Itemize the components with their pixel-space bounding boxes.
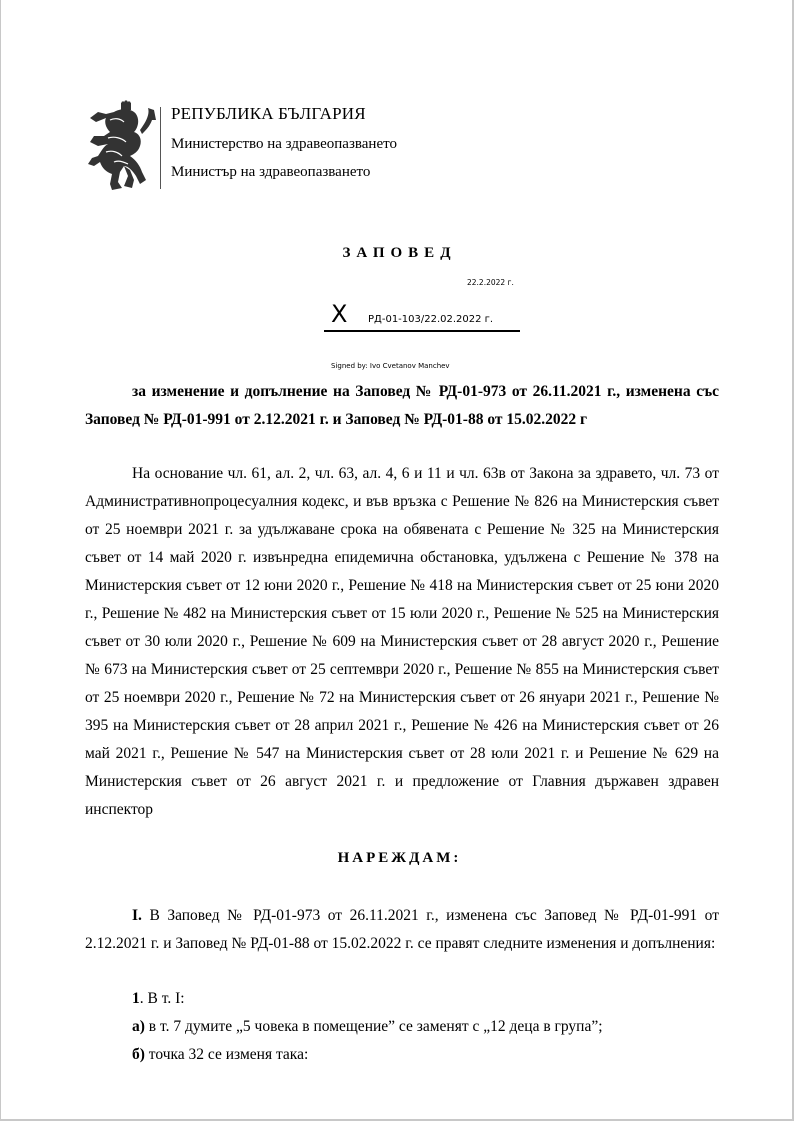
order-subject: за изменение и допълнение на Заповед № РД-01-973 от 26.11.2021 г., изменена със Заповед № РД-01-991 от 2.12.2021 г. и Заповед № РД-01-88 от 15.02.2022 г (85, 383, 719, 428)
item-label: б) (132, 1046, 145, 1063)
section-1-label: I. (132, 907, 142, 924)
ministry-name: Министерство на здравеопазването (171, 136, 397, 152)
signed-by: Signed by: Ivo Cvetanov Manchev (331, 362, 450, 370)
list-item (132, 985, 185, 1013)
order-number: РД-01-103/22.02.2022 г. (368, 314, 494, 325)
decree-heading: НАРЕЖДАМ: (337, 850, 462, 866)
item-text: . В т. I: (139, 990, 185, 1007)
lion-crest-icon (84, 100, 160, 192)
minister-title: Министър на здравеопазването (171, 164, 371, 180)
header-divider (160, 107, 161, 189)
signature-line (324, 330, 520, 332)
item-label: а) (132, 1018, 145, 1035)
section-1-text: В Заповед № РД-01-973 от 26.11.2021 г., изменена със Заповед № РД-01-991 от 2.12.2021 г. и Заповед № РД-01-88 от 15.02.2022 г. се правят следните изменения и допълнения: (85, 907, 719, 952)
list-item (132, 1013, 603, 1041)
order-date: 22.2.2022 г. (467, 278, 514, 287)
document-title: ЗАПОВЕД (342, 245, 457, 261)
signature-mark: X (331, 300, 348, 328)
list-item (132, 1041, 308, 1069)
item-text: точка 32 се изменя така: (144, 1046, 309, 1063)
item-label: 1 (132, 990, 140, 1007)
section-1-paragraph (85, 902, 719, 958)
country-name: РЕПУБЛИКА БЪЛГАРИЯ (171, 104, 366, 123)
item-text: в т. 7 думите „5 човека в помещение” се заменят с „12 деца в група”; (144, 1018, 603, 1035)
legal-basis-paragraph: На основание чл. 61, ал. 2, чл. 63, ал. 4, 6 и 11 и чл. 63в от Закона за здравето, чл. 73 от Административнопроцесуалния кодекс, и във връзка с Решение № 826 на Министерския съвет от 25 ноември 2021 г. за удължаване срока на обявената с Решение № 325 на Министерския съвет от 14 май 2020 г. извънредна епидемична обстановка, удължена с Решение № 378 на Министерския съвет от 12 юни 2020 г., Решение № 418 на Министерския съвет от 25 юни 2020 г., Решение № 482 на Министерския съвет от 15 юли 2020 г., Решение № 525 на Министерския съвет от 30 юли 2020 г., Решение № 609 на Министерския съвет от 28 август 2020 г., Решение № 673 на Министерския съвет от 25 септември 2020 г., Решение № 855 на Министерския съвет от 25 ноември 2020 г., Решение № 72 на Министерския съвет от 26 януари 2021 г., Решение № 395 на Министерския съвет от 28 април 2021 г., Решение № 426 на Министерския съвет от 26 май 2021 г., Решение № 547 на Министерския съвет от 28 юли 2021 г. и Решение № 629 на Министерския съвет от 26 август 2021 г. и предложение от Главния държавен здравен инспектор (85, 465, 719, 818)
